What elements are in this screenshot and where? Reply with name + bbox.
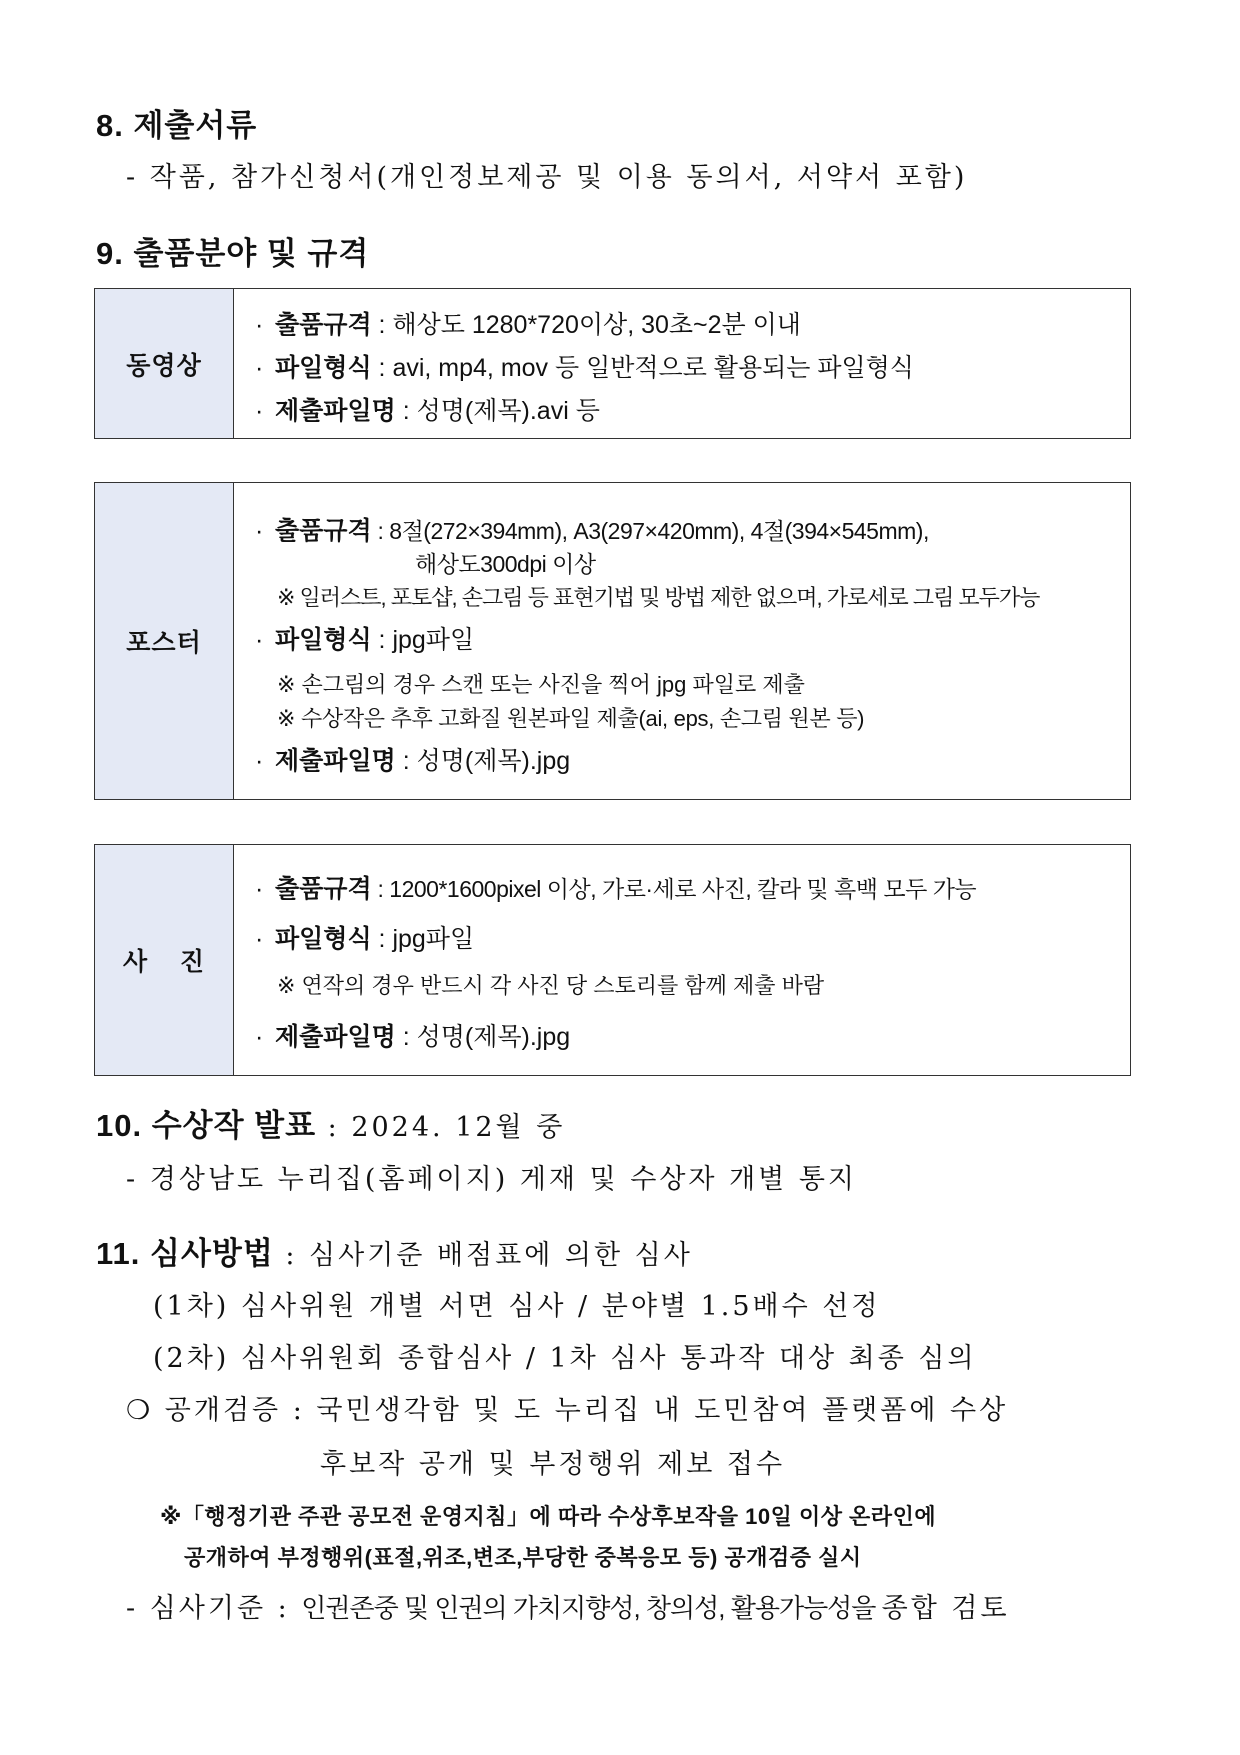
section-11-step-1: (1차) 심사위원 개별 서면 심사 / 분야별 1.5배수 선정 <box>153 1291 881 1322</box>
poster-format-value: : jpg파일 <box>371 626 475 654</box>
criteria-value: 인권존중 및 인권의 가치지향성, 창의성, 활용가능성을 <box>301 1593 882 1623</box>
video-head-label: 동영상 <box>126 351 202 380</box>
poster-spec-value: : 8절(272×394mm), A3(297×420mm), 4절(394×545mm), <box>371 518 929 544</box>
criteria-label: - 심사기준 : <box>126 1593 302 1624</box>
poster-filename-row: · 제출파일명 : 성명(제목).jpg <box>255 747 571 775</box>
poster-spec-value-2: 해상도300dpi 이상 <box>415 551 596 577</box>
section-11-step-2: (2차) 심사위원회 종합심사 / 1차 심사 통과작 대상 최종 심의 <box>153 1343 977 1374</box>
poster-filename-value: : 성명(제목).jpg <box>395 747 571 775</box>
section-10-heading <box>96 1100 565 1145</box>
open-verification-line: ❍ 공개검증 : 국민생각함 및 도 누리집 내 도민참여 플랫폼에 수상 <box>126 1395 1009 1426</box>
poster-note-1: ※ 일러스트, 포토샵, 손그림 등 표현기법 및 방법 제한 없으며, 가로세로 그림 모두가능 <box>277 585 1040 610</box>
video-filename-key: 제출파일명 <box>275 397 396 425</box>
video-filename-row: · 제출파일명 : 성명(제목).avi 등 <box>255 397 600 425</box>
poster-format-row: · 파일형식 : jpg파일 <box>255 626 475 654</box>
section-8-title: 8. 제출서류 <box>96 108 258 143</box>
poster-spec-key: 출품규격 <box>275 517 372 545</box>
poster-spec-table <box>94 482 1131 800</box>
photo-filename-value: : 성명(제목).jpg <box>395 1023 571 1051</box>
section-10-title: 10. 수상작 발표 <box>96 1108 317 1143</box>
section-11-heading <box>96 1228 693 1273</box>
photo-spec-key: 출품규격 <box>275 875 372 903</box>
poster-note-3: ※ 수상작은 추후 고화질 원본파일 제출(ai, eps, 손그림 원본 등) <box>277 706 865 731</box>
poster-note-2: ※ 손그림의 경우 스캔 또는 사진을 찍어 jpg 파일로 제출 <box>277 672 805 697</box>
photo-spec-table <box>94 844 1131 1076</box>
open-verification-line-2: 후보작 공개 및 부정행위 제보 접수 <box>320 1449 786 1480</box>
section-10-line: - 경상남도 누리집(홈페이지) 게재 및 수상자 개별 통지 <box>126 1164 857 1195</box>
video-spec-row: · 출품규격 : 해상도 1280*720이상, 30초~2분 이내 <box>255 311 801 339</box>
photo-head-label: 사 진 <box>122 948 206 976</box>
poster-head-cell <box>95 483 234 799</box>
photo-spec-row: · 출품규격 : 1200*1600pixel 이상, 가로·세로 사진, 칼라 및 흑백 모두 가능 <box>255 875 977 903</box>
poster-head-label: 포스터 <box>126 629 202 657</box>
photo-format-key: 파일형식 <box>275 925 372 953</box>
video-spec-key: 출품규격 <box>275 311 372 339</box>
video-format-value: : avi, mp4, mov 등 일반적으로 활용되는 파일형식 <box>371 354 914 382</box>
photo-format-row: · 파일형식 : jpg파일 <box>255 925 475 953</box>
section-10-value: : 2024. 12월 중 <box>316 1112 566 1143</box>
poster-spec-row: · 출품규격 : 8절(272×394mm), A3(297×420mm), 4절(394×545mm), <box>255 517 929 545</box>
photo-spec-value: : 1200*1600pixel 이상, 가로·세로 사진, 칼라 및 흑백 모두 가능 <box>371 876 977 902</box>
video-format-key: 파일형식 <box>275 354 372 382</box>
criteria-tail: 종합 검토 <box>881 1593 1010 1624</box>
video-filename-value: : 성명(제목).avi 등 <box>395 397 600 425</box>
criteria-line <box>126 1586 1010 1625</box>
photo-format-value: : jpg파일 <box>371 925 475 953</box>
section-8-line: - 작품, 참가신청서(개인정보제공 및 이용 동의서, 서약서 포함) <box>126 162 968 193</box>
poster-format-key: 파일형식 <box>275 626 372 654</box>
photo-note: ※ 연작의 경우 반드시 각 사진 당 스토리를 함께 제출 바람 <box>277 973 825 998</box>
section-9-title: 9. 출품분야 및 규격 <box>96 236 370 271</box>
video-format-row: · 파일형식 : avi, mp4, mov 등 일반적으로 활용되는 파일형식 <box>255 354 914 382</box>
verification-note-2: 공개하여 부정행위(표절,위조,변조,부당한 중복응모 등) 공개검증 실시 <box>184 1545 862 1570</box>
section-11-title: 11. 심사방법 <box>96 1236 274 1271</box>
video-spec-table <box>94 288 1131 439</box>
poster-filename-key: 제출파일명 <box>275 747 396 775</box>
section-11-value: : 심사기준 배점표에 의한 심사 <box>273 1240 693 1271</box>
video-spec-value: : 해상도 1280*720이상, 30초~2분 이내 <box>371 311 801 339</box>
video-head-cell <box>95 289 234 438</box>
photo-filename-row: · 제출파일명 : 성명(제목).jpg <box>255 1023 571 1051</box>
photo-head-cell <box>95 845 234 1075</box>
photo-filename-key: 제출파일명 <box>275 1023 396 1051</box>
verification-note-1: ※「행정기관 주관 공모전 운영지침」에 따라 수상후보작을 10일 이상 온라인에 <box>160 1504 937 1529</box>
